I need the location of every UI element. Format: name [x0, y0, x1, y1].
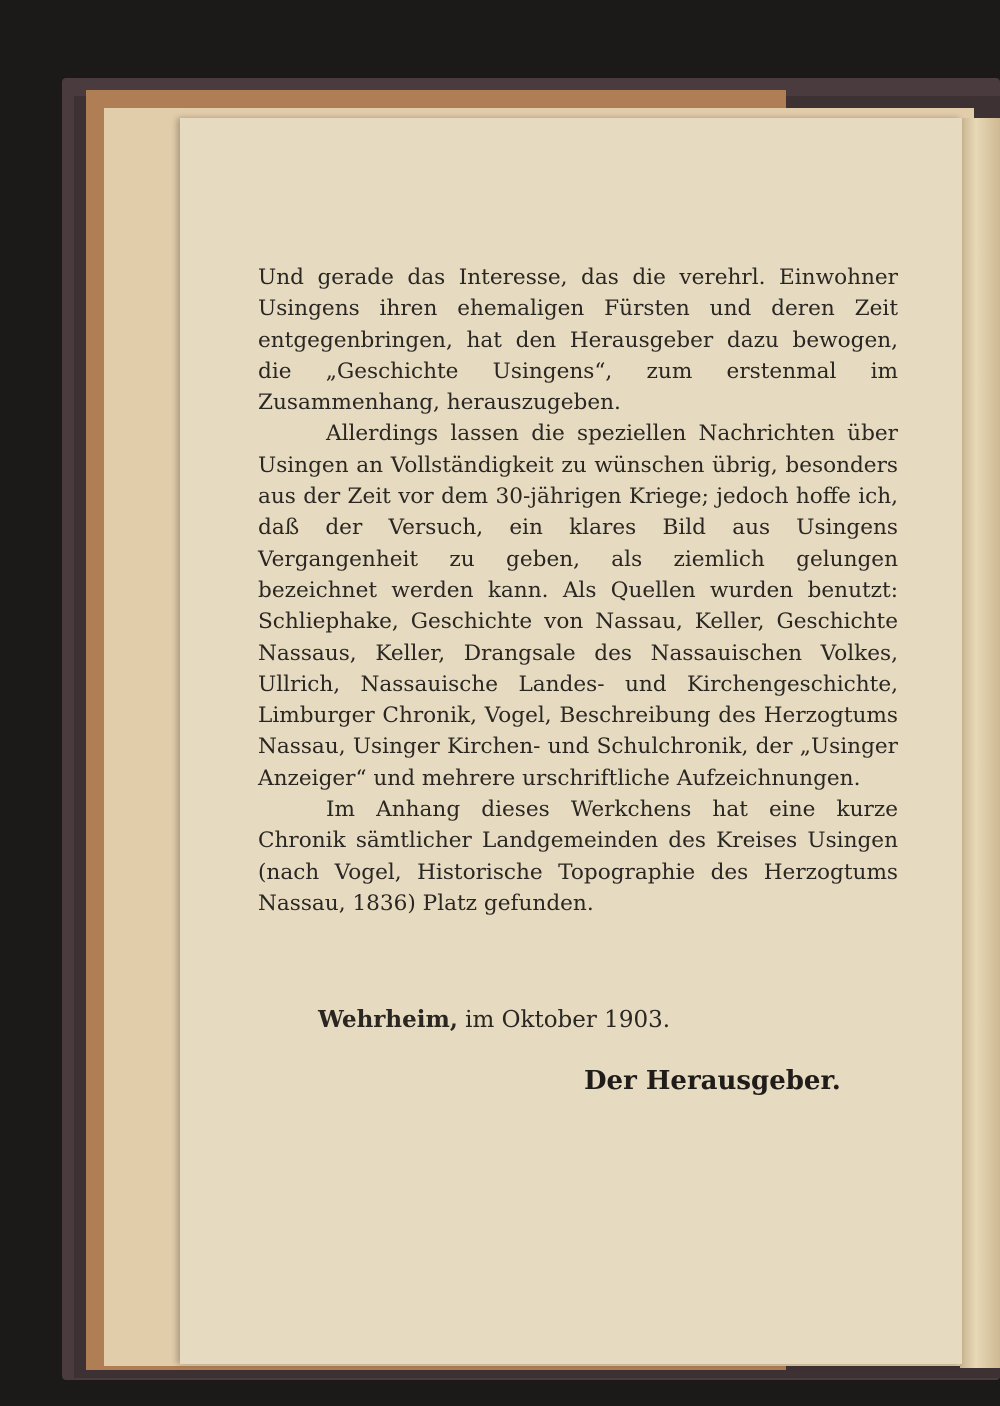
paragraph: Im Anhang dieses Werkchens hat eine kurze Chronik sämtlicher Landgemeinden des Kreises Usingen (nach Vogel, Historische Topographie des Herzogtums Nassau, 1836) Platz gefunden. [258, 797, 898, 916]
page-edges [960, 118, 1000, 1368]
signature: Der Herausgeber. [584, 1066, 841, 1096]
paragraph: Und gerade das Interesse, das die verehrl. Einwohner Usingens ihren ehemaligen Fürsten und deren Zeit entgegenbringen, hat den Herausgeber dazu bewogen, die „Geschichte Usingens“, zum erstenmal im Zusammenhang, herauszugeben. [258, 265, 898, 416]
paragraph: Allerdings lassen die speziellen Nachrichten über Usingen an Vollständigkeit zu wünschen übrig, besonders aus der Zeit vor dem 30-jährigen Kriege; jedoch hoffe ich, daß der Versuch, ein klares Bild aus Usingens Vergangenheit zu geben, als ziemlich gelungen bezeichnet werden kann. Als Quellen wurden benutzt: Schliephake, Geschichte von Nassau, Keller, Geschichte Nassaus, Keller, Drangsale des Nassauischen Volkes, Ullrich, Nassauische Landes- und Kirchengeschichte, Limburger Chronik, Vogel, Beschreibung des Herzogtums Nassau, Usinger Kirchen- und Schulchronik, der „Usinger Anzeiger“ und mehrere urschriftliche Aufzeichnungen. [258, 421, 898, 791]
dateline [318, 1006, 670, 1033]
dateline-date: im Oktober 1903. [457, 1007, 671, 1033]
dateline-place: Wehrheim, [318, 1006, 458, 1033]
preface-text [258, 262, 898, 919]
